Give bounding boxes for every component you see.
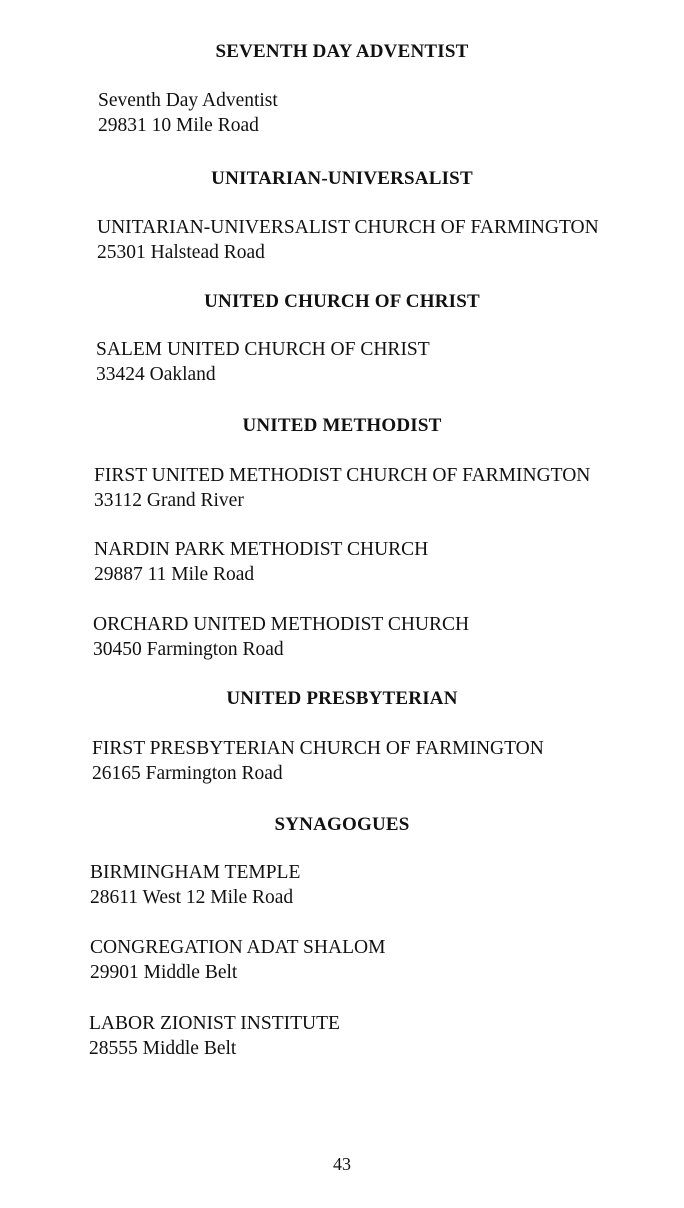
entry-name: NARDIN PARK METHODIST CHURCH — [94, 539, 429, 560]
entry-orchard-united-methodist — [93, 613, 469, 662]
section-heading-united-presbyterian: UNITED PRESBYTERIAN — [226, 688, 458, 709]
entry-name: FIRST PRESBYTERIAN CHURCH OF FARMINGTON — [92, 738, 544, 759]
entry-labor-zionist-institute — [89, 1012, 340, 1061]
entry-address: 26165 Farmington Road — [92, 762, 283, 784]
section-heading-united-church-of-christ: UNITED CHURCH OF CHRIST — [204, 291, 480, 312]
entry-address: 29831 10 Mile Road — [98, 114, 259, 136]
entry-name: UNITARIAN-UNIVERSALIST CHURCH OF FARMINGTON — [97, 217, 599, 238]
entry-first-presbyterian — [92, 737, 544, 786]
entry-seventh-day-adventist — [98, 89, 278, 138]
entry-nardin-park-methodist — [94, 538, 428, 587]
entry-address: 28555 Middle Belt — [89, 1037, 237, 1059]
entry-salem-united-church — [96, 338, 430, 387]
entry-name: BIRMINGHAM TEMPLE — [90, 862, 301, 883]
page-number: 43 — [333, 1154, 351, 1174]
entry-address: 29887 11 Mile Road — [94, 563, 255, 585]
section-heading-seventh-day-adventist: SEVENTH DAY ADVENTIST — [215, 41, 469, 62]
entry-name: CONGREGATION ADAT SHALOM — [90, 937, 386, 958]
entry-address: 30450 Farmington Road — [93, 638, 284, 660]
entry-birmingham-temple — [90, 861, 300, 910]
section-heading-synagogues: SYNAGOGUES — [274, 814, 410, 835]
entry-address: 25301 Halstead Road — [97, 241, 265, 263]
entry-first-united-methodist — [94, 464, 590, 513]
entry-address: 33424 Oakland — [96, 363, 216, 385]
section-heading-united-methodist: UNITED METHODIST — [242, 415, 442, 436]
entry-name: SALEM UNITED CHURCH OF CHRIST — [96, 339, 430, 360]
section-heading-unitarian-universalist: UNITARIAN-UNIVERSALIST — [211, 168, 473, 189]
entry-unitarian-universalist-church — [97, 216, 599, 265]
entry-name: FIRST UNITED METHODIST CHURCH OF FARMINGTON — [94, 465, 591, 486]
entry-address: 28611 West 12 Mile Road — [90, 886, 294, 908]
entry-name: LABOR ZIONIST INSTITUTE — [89, 1013, 340, 1034]
entry-name: Seventh Day Adventist — [98, 90, 278, 111]
entry-address: 33112 Grand River — [94, 489, 244, 511]
entry-name: ORCHARD UNITED METHODIST CHURCH — [93, 614, 470, 635]
entry-address: 29901 Middle Belt — [90, 961, 238, 983]
entry-congregation-adat-shalom — [90, 936, 385, 985]
